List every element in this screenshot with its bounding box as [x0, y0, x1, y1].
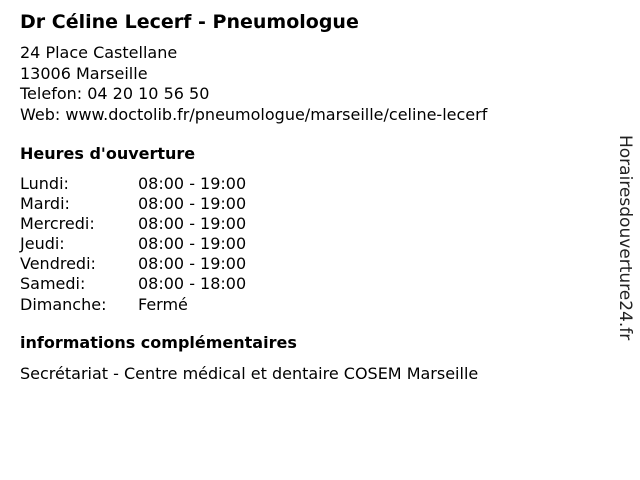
business-card — [20, 0, 610, 480]
hours-row-thursday — [20, 234, 246, 254]
address-block — [20, 43, 487, 125]
day-label: Mardi: — [20, 194, 70, 214]
watermark-text: Horairesdouverture24.fr — [615, 135, 635, 341]
day-label: Jeudi: — [20, 234, 65, 254]
time-value: 08:00 - 19:00 — [138, 234, 247, 254]
day-label: Dimanche: — [20, 294, 107, 314]
time-value: 08:00 - 19:00 — [138, 194, 247, 214]
day-label: Lundi: — [20, 174, 69, 193]
site-watermark — [612, 135, 636, 345]
opening-hours-table — [20, 174, 246, 315]
time-value: 08:00 - 18:00 — [138, 274, 247, 294]
phone-line: Telefon: 04 20 10 56 50 — [20, 84, 210, 103]
hours-row-friday — [20, 254, 246, 274]
opening-hours-heading: Heures d'ouverture — [20, 144, 196, 163]
additional-info-text: Secrétariat - Centre médical et dentaire COSEM Marseille — [20, 364, 479, 383]
address-street: 24 Place Castellane — [20, 43, 178, 62]
hours-row-sunday — [20, 295, 246, 315]
page-title: Dr Céline Lecerf - Pneumologue — [20, 11, 359, 33]
time-value: 08:00 - 19:00 — [138, 254, 247, 274]
time-value: 08:00 - 19:00 — [138, 174, 247, 193]
time-value: 08:00 - 19:00 — [138, 214, 247, 234]
additional-info-heading: informations complémentaires — [20, 333, 297, 352]
day-label: Vendredi: — [20, 254, 96, 274]
hours-row-monday — [20, 174, 246, 194]
hours-row-wednesday — [20, 214, 246, 234]
address-city: 13006 Marseille — [20, 63, 148, 83]
hours-row-saturday — [20, 274, 246, 294]
time-value: Fermé — [138, 294, 188, 314]
day-label: Samedi: — [20, 274, 86, 294]
day-label: Mercredi: — [20, 214, 95, 234]
website-line: Web: www.doctolib.fr/pneumologue/marseille/celine-lecerf — [20, 104, 488, 124]
hours-row-tuesday — [20, 194, 246, 214]
